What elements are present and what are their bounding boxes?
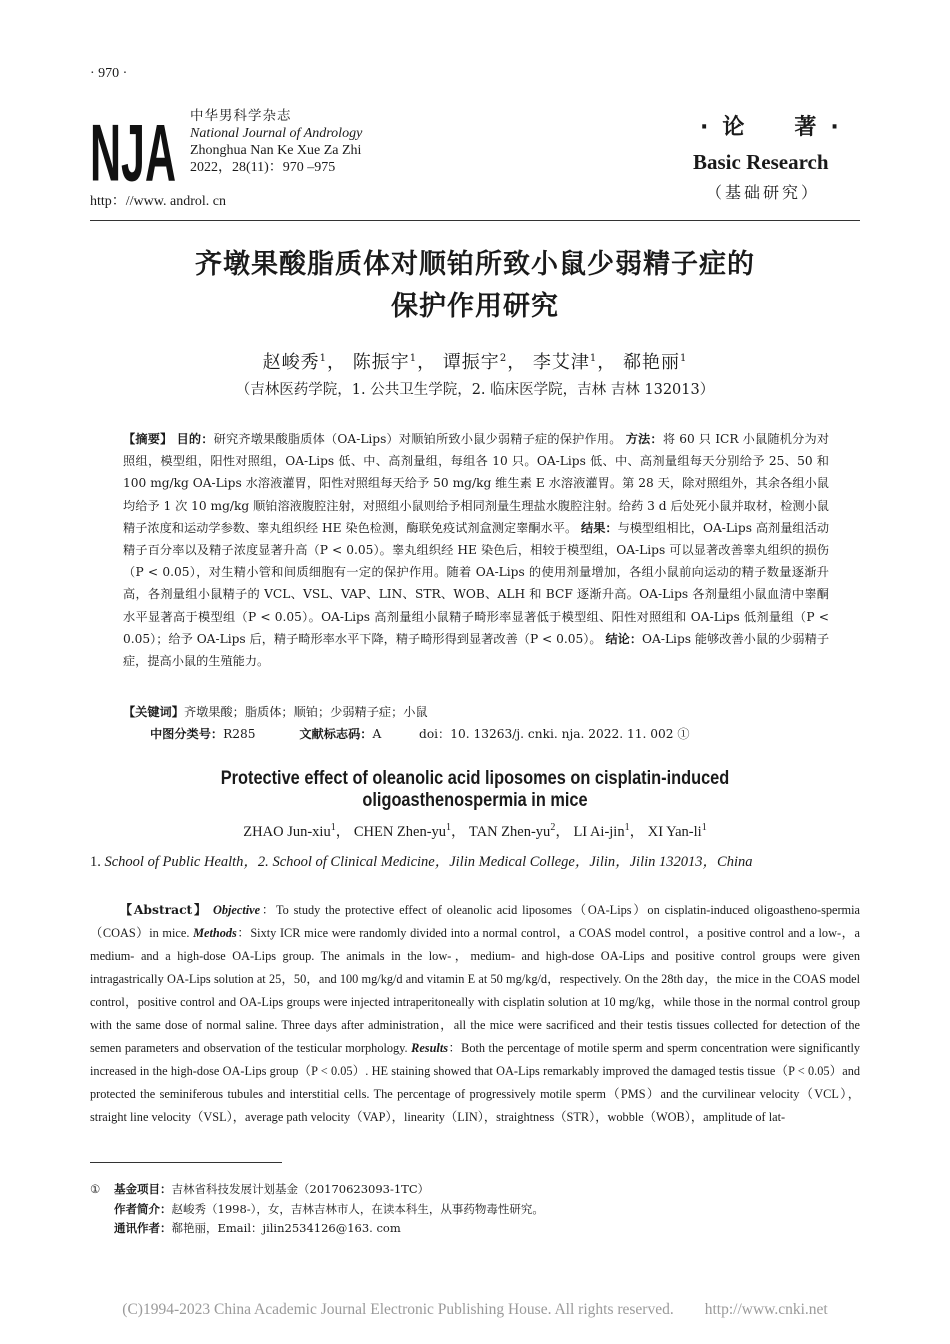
- author-affil-mark: 1: [589, 353, 598, 364]
- conclusion-label: 结论：: [605, 631, 643, 646]
- doc-code-value: A: [372, 727, 382, 741]
- author-affil-mark: 1: [701, 822, 707, 834]
- footnote-divider: [90, 1162, 282, 1163]
- objective-en-text: ：To study the protective effect of oleanolic acid liposomes（OA-Lips）on cisplatin-induced oligoastheno-spermia（COAS）in mice.: [90, 903, 860, 940]
- affiliation-number: 1.: [90, 854, 101, 870]
- footnote-author: [90, 1200, 544, 1220]
- results-text: 与模型组相比，OA-Lips 高剂量组活动精子百分率以及精子浓度显著升高（P < 0.05）。睾丸组织经 HE 染色后，相较于模型组，OA-Lips 可以显著改善睾丸组织的损伤（P < 0.05），对生精小管和间质细胞有一定的保护作用。随着 OA-Lips 的使用剂量增加，各组小鼠前向运动的精子数量逐渐升高，各剂量组小鼠精子的 VCL、VSL、VAP、LIN、STR、WOB、ALH 和 BCF 逐渐升高。OA-Lips 各剂量组小鼠血清中睾酮水平显著高于模型组（P < 0.05）。OA-Lips 高剂量组小鼠精子畸形率显著低于模型组、阳性对照组和 OA-Lips 低剂量组（P < 0.05）；给予 OA-Lips 后，精子畸形率水平下降，精子畸形得到显著改善（P < 0.05）。: [123, 520, 830, 646]
- author-cn: 赵峻秀: [262, 352, 320, 373]
- author-separator: ，: [597, 352, 617, 373]
- abstract-cn: [123, 428, 829, 672]
- author-affil-mark: 1: [319, 353, 327, 364]
- results-en-text: ：Both the percentage of motile sperm and sperm concentration were significantly increased in the high-dose OA-Lips group（P < 0.05）. HE staining showed that OA-Lips remarkably improved the damaged testis tissue（P < 0.05）and protected the seminiferous tubules and interstitial cells. The percentage of progressively motile sperm（PMS）and the curvilinear velocity（VCL），straight line velocity（VSL），average path velocity（VAP），linearity（LIN），straightness（STR），wobble（WOB），amplitude of lat-: [90, 1041, 861, 1124]
- journal-citation: 2022，28(11)：970 –975: [190, 160, 336, 175]
- author-affil-mark: 1: [680, 353, 688, 364]
- author-en: TAN Zhen-yu: [468, 824, 551, 840]
- author-affil-mark: 2: [550, 822, 556, 834]
- title-en: Protective effect of oleanolic acid liposomes on cisplatin-induced oligoasthenospermia in mice: [220, 768, 730, 811]
- affiliation-en: [90, 850, 860, 871]
- fund-label: 基金项目：: [114, 1182, 172, 1196]
- footnote-fund: [90, 1180, 544, 1200]
- results-label: 结果：: [581, 520, 618, 535]
- abstract-label: 【摘要】: [123, 432, 173, 446]
- author-cn: 谭振宇: [442, 352, 500, 373]
- author-cn: 郗艳丽: [623, 352, 681, 373]
- author-bio-text: 赵峻秀（1998-），女，吉林吉林市人，在读本科生，从事药物毒性研究。: [171, 1201, 544, 1216]
- author-separator: ，: [451, 824, 466, 840]
- clc-value: R285: [223, 727, 256, 741]
- conclusion-text: OA-Lips 能够改善小鼠的少弱精子症，提高小鼠的生殖能力。: [123, 631, 830, 669]
- author-affil-mark: 1: [330, 822, 336, 834]
- title-cn-line1: 齐墩果酸脂质体对顺铂所致小鼠少弱精子症的: [195, 249, 755, 280]
- author-affil-mark: 1: [624, 822, 630, 834]
- footnotes: [90, 1180, 544, 1239]
- methods-text: 将 60 只 ICR 小鼠随机分为对照组，模型组，阳性对照组，OA-Lips 低、中、高剂量组，每组各 10 只。OA-Lips 低、中、高剂量组每天分别给予 25、50 和 100 mg/kg OA-Lips 水溶液灌胃，阳性对照组每天给予 50 mg/kg 维生素 E 水溶液灌胃。第 28 天，除对照组外，其余各组小鼠均给予 1 次 10 mg/kg 顺铂溶液腹腔注射，对照组小鼠则给予相同剂量生理盐水腹腔注射。给药 3 d 后处死小鼠并取材，检测小鼠精子浓度和运动学参数、睾丸组织经 HE 染色检测，酶联免疫试剂盒测定睾酮水平。: [123, 432, 830, 535]
- author-separator: ，: [629, 824, 645, 840]
- journal-name-en: National Journal of Andrology: [190, 126, 363, 141]
- journal-name-pinyin: Zhonghua Nan Ke Xue Za Zhi: [190, 143, 362, 158]
- svg-text:NJA: NJA: [90, 107, 176, 184]
- author-en: LI Ai-jin: [573, 824, 625, 840]
- author-cn: 陈振宇: [352, 352, 410, 373]
- keywords-label: 【关键词】: [123, 705, 184, 719]
- keywords-text: 齐墩果酸；脂质体；顺铂；少弱精子症；小鼠: [183, 705, 428, 719]
- column-label: ·论 著·: [700, 115, 853, 140]
- classification: [150, 724, 830, 744]
- authors-en: [90, 820, 860, 841]
- journal-info: [190, 108, 362, 176]
- author-en: XI Yan-li: [647, 824, 702, 840]
- author-affil-mark: 2: [499, 353, 508, 364]
- footnote-mark: ①: [90, 1182, 101, 1196]
- header-divider: [90, 220, 860, 221]
- page-number: · 970 ·: [90, 66, 128, 81]
- section-label-cn: （基础研究）: [706, 183, 821, 202]
- journal-logo: [90, 100, 176, 184]
- doc-code-label: 文献标志码：: [299, 727, 373, 741]
- author-separator: ，: [555, 824, 570, 840]
- objective-en-label: Objective: [212, 903, 261, 917]
- methods-label: 方法：: [625, 432, 663, 446]
- author-affil-mark: 1: [409, 353, 418, 364]
- clc-label: 中图分类号：: [150, 727, 224, 741]
- author-en: CHEN Zhen-yu: [353, 824, 447, 840]
- corresponding-label: 通讯作者：: [114, 1221, 172, 1235]
- author-bio-label: 作者简介：: [114, 1201, 172, 1216]
- abstract-en: [90, 898, 860, 1129]
- author-en: ZHAO Jun-xiu: [243, 824, 331, 840]
- objective-text: 研究齐墩果酸脂质体（OA-Lips）对顺铂所致小鼠少弱精子症的保护作用。: [213, 432, 622, 446]
- affiliation-school2: School of Clinical Medicine，Jilin Medical College，Jilin，Jilin 132013，China: [272, 854, 753, 870]
- results-en-label: Results: [411, 1041, 449, 1055]
- corresponding-text: 郗艳丽，Email：jilin2534126@163. com: [171, 1221, 401, 1235]
- copyright-watermark: (C)1994-2023 China Academic Journal Electronic Publishing House. All rights reserved. http://www.cnki.net: [122, 1301, 828, 1318]
- affiliation-cn: （吉林医药学院，1. 公共卫生学院，2. 临床医学院，吉林 吉林 132013）: [235, 382, 715, 398]
- fund-text: 吉林省科技发展计划基金（20170623093-1TC）: [171, 1182, 430, 1196]
- authors-cn: [90, 348, 860, 374]
- section-label: Basic Research: [693, 150, 829, 174]
- abstract-en-label: 【Abstract】: [118, 902, 209, 917]
- keywords-cn: [123, 702, 829, 722]
- author-separator: ，: [507, 352, 527, 373]
- methods-en-label: Methods: [193, 926, 237, 940]
- author-separator: ，: [326, 352, 346, 373]
- journal-name-cn: 中华男科学杂志: [190, 108, 292, 124]
- objective-label: 目的：: [176, 432, 214, 446]
- footnote-corresponding: [90, 1219, 544, 1239]
- author-cn: 李艾津: [532, 352, 590, 373]
- journal-url[interactable]: http：//www. androl. cn: [90, 194, 226, 209]
- author-separator: ，: [417, 352, 437, 373]
- doi[interactable]: doi：10. 13263/j. cnki. nja. 2022. 11. 002 ①: [419, 727, 690, 741]
- affiliation-school1: School of Public Health，2.: [104, 854, 269, 870]
- title-cn-line2: 保护作用研究: [391, 291, 559, 322]
- author-affil-mark: 1: [446, 822, 452, 834]
- nja-logo-icon: [90, 100, 176, 184]
- author-separator: ，: [335, 824, 351, 840]
- methods-en-text: ：Sixty ICR mice were randomly divided into a normal control，a COAS model control，a positive control and a low-，a medium- and a high-dose OA-Lips group. The animals in the low-，medium- and high-dose OA-Lips and positive control groups were given intragastrically OA-Lips solution at 25，50，and 100 mg/kg/d and vitamin E at 50 mg/kg/d，respectively. On the 28th day，the mice in the COAS model control，positive control and OA-Lips groups were injected intraperitoneally with cisplatin solution at 10 mg/kg，while those in the normal control group with the same dose of normal saline. Three days after administration，all the mice were sacrificed and their testis tissues collected for detection of the semen parameters and observation of the testicular morphology.: [90, 926, 861, 1055]
